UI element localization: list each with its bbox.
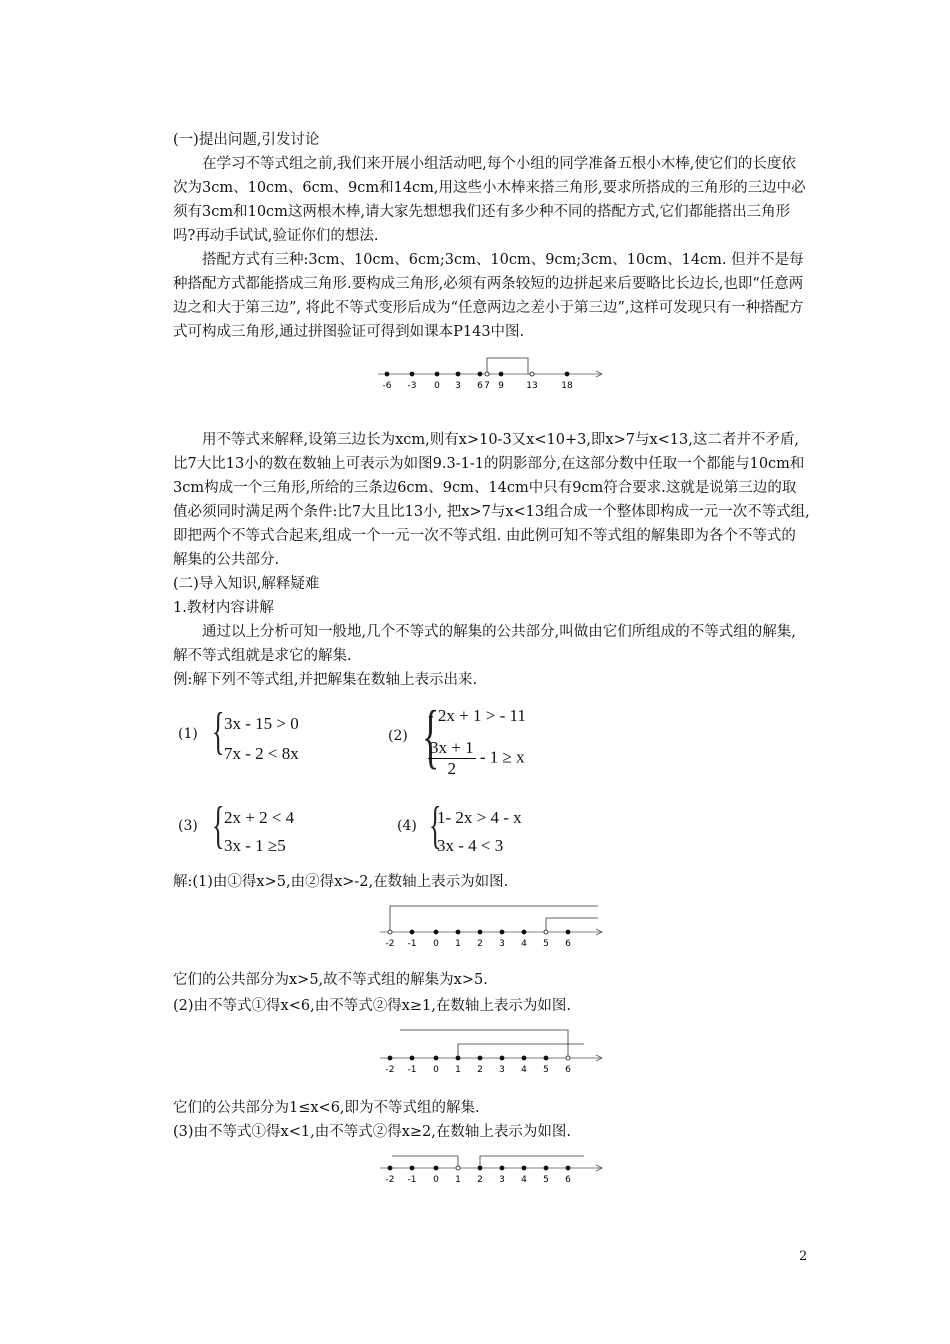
fraction-tail: - 1 ≥ x — [479, 747, 525, 767]
system-label: (3) — [178, 818, 198, 834]
system-label: (4) — [397, 818, 417, 834]
system-line-2 — [428, 738, 525, 779]
tick-point — [530, 372, 534, 376]
tick-point — [434, 930, 438, 934]
tick-point — [456, 930, 460, 934]
system-line-1: 2x + 2 < 4 — [224, 808, 295, 827]
tick-point — [478, 1056, 482, 1060]
solution-3: (3)由不等式①得x<1,由不等式②得x≥2,在数轴上表示为如图. — [173, 1124, 571, 1140]
tick-point — [544, 1056, 548, 1060]
tick-label: 5 — [543, 1175, 549, 1185]
tick-label: -1 — [407, 939, 417, 949]
tick-point — [434, 1056, 438, 1060]
system-line-1: - 2x + 1 > - 11 — [428, 706, 526, 725]
tick-label: 0 — [433, 1175, 439, 1185]
tick-point — [500, 1056, 504, 1060]
tick-point — [410, 930, 414, 934]
tick-point — [410, 372, 414, 376]
example-prompt: 例:解下列不等式组,并把解集在数轴上表示出来. — [173, 672, 478, 688]
tick-point — [388, 930, 392, 934]
tick-point — [566, 930, 570, 934]
tick-point — [544, 1166, 548, 1170]
system-label: (2) — [388, 728, 408, 744]
section1-para2: 搭配方式有三种:3cm、10cm、6cm;3cm、10cm、9cm;3cm、10cm、14cm. 但并不是每种搭配方式都能搭成三角形.要构成三角形,必须有两条较短的边拼起来后要略比长边长,也即“任意两边之和大于第三边”, 将此不等式变形后成为“任意两边之差小于第三边”,这样可发现只有一种搭配方式可构成三角形,通过拼图验证可得到如课本P143中图. — [173, 252, 804, 340]
tick-label: 2 — [477, 1065, 483, 1075]
tick-point — [566, 1056, 570, 1060]
tick-point — [500, 930, 504, 934]
section1-para3: 用不等式来解释,设第三边长为xcm,则有x>10-3又x<10+3,即x>7与x<13,这二者并不矛盾,比7大比13小的数在数轴上可表示为如图9.3-1-1的阴影部分,在这部分数中任取一个都能与10cm和3cm构成一个三角形,所给的三条边6cm、9cm、14cm中只有9cm符合要求.这就是说第三边的取值必须同时满足两个条件:比7大且比13小, 把x>7与x<13组合成一个整体即构成一元一次不等式组,即把两个不等式合起来,组成一个一元一次不等式组. 由此例可知不等式组的解集即为各个不等式的解集的公共部分. — [173, 432, 810, 568]
tick-label: -1 — [407, 1065, 417, 1075]
inequality-system-2 — [388, 696, 588, 790]
system-line-2: 3x - 1 ≥5 — [224, 836, 286, 855]
tick-label: -1 — [407, 1175, 417, 1185]
tick-label: -2 — [385, 1065, 395, 1075]
tick-label: 3 — [499, 1175, 505, 1185]
system-line-2: 7x - 2 < 8x — [224, 744, 299, 763]
brace-icon: { — [422, 696, 440, 776]
tick-label: -2 — [385, 939, 395, 949]
brace-icon: { — [429, 797, 442, 854]
tick-label: 6 — [565, 939, 571, 949]
tick-point — [434, 1166, 438, 1170]
tick-label: 6 — [477, 381, 483, 391]
tick-point — [522, 1056, 526, 1060]
brace-icon: { — [212, 703, 225, 760]
system-line-1: 1- 2x > 4 - x — [437, 808, 522, 827]
tick-label: 2 — [477, 939, 483, 949]
tick-point — [566, 1166, 570, 1170]
section2-heading: (二)导入知识,解释疑难 — [173, 576, 320, 592]
tick-point — [478, 930, 482, 934]
tick-label: 0 — [433, 939, 439, 949]
tick-label: 1 — [455, 1175, 461, 1185]
tick-point — [388, 1166, 392, 1170]
tick-label: 5 — [543, 939, 549, 949]
solution-2: (2)由不等式①得x<6,由不等式②得x≥1,在数轴上表示为如图. — [173, 998, 571, 1014]
system-line-1: 3x - 15 > 0 — [224, 714, 299, 733]
tick-point — [456, 372, 460, 376]
inequality-system-3 — [178, 797, 338, 876]
tick-point — [565, 372, 569, 376]
inequality-system-4 — [397, 797, 577, 876]
tick-point — [388, 1056, 392, 1060]
tick-point — [499, 372, 503, 376]
section1-heading: (一)提出问题,引发讨论 — [173, 132, 320, 148]
tick-label: 3 — [499, 939, 505, 949]
tick-point — [522, 930, 526, 934]
tick-label: 7 — [484, 381, 490, 391]
tick-label: 13 — [526, 381, 538, 391]
tick-label: 0 — [433, 1065, 439, 1075]
tick-point — [478, 372, 482, 376]
tick-label: 4 — [521, 939, 527, 949]
fraction-denominator: 2 — [447, 759, 457, 778]
tick-label: 3 — [455, 381, 461, 391]
tick-point — [485, 372, 489, 376]
number-line-1 — [370, 352, 610, 392]
tick-label: 1 — [455, 1065, 461, 1075]
section1-para1: 在学习不等式组之前,我们来开展小组活动吧,每个小组的同学准备五根小木棒,使它们的长度依次为3cm、10cm、6cm、9cm和14cm,用这些小木棒来搭三角形,要求所搭成的三角形的三边中必须有3cm和10cm这两根木棒,请大家先想想我们还有多少种不同的搭配方式,它们都能搭出三角形吗?再动手试试,验证你们的想法. — [173, 156, 806, 244]
tick-label: 4 — [521, 1065, 527, 1075]
tick-label: 9 — [498, 381, 504, 391]
tick-label: 6 — [565, 1065, 571, 1075]
tick-point — [410, 1056, 414, 1060]
number-line-2 — [372, 900, 608, 950]
tick-label: 18 — [561, 381, 573, 391]
solution-1: 解:(1)由①得x>5,由②得x>-2,在数轴上表示为如图. — [173, 874, 509, 890]
tick-label: 4 — [521, 1175, 527, 1185]
tick-point — [544, 930, 548, 934]
tick-point — [500, 1166, 504, 1170]
tick-label: 0 — [434, 381, 440, 391]
tick-point — [385, 372, 389, 376]
tick-label: 5 — [543, 1065, 549, 1075]
number-line-4 — [372, 1150, 608, 1190]
section2-para1: 通过以上分析可知一般地,几个不等式的解集的公共部分,叫做由它们所组成的不等式组的解集,解不等式组就是求它的解集. — [173, 624, 796, 664]
tick-point — [435, 372, 439, 376]
section2-subheading: 1.教材内容讲解 — [173, 600, 274, 616]
tick-label: 2 — [477, 1175, 483, 1185]
result-1: 它们的公共部分为x>5,故不等式组的解集为x>5. — [173, 972, 488, 988]
brace-icon: { — [212, 797, 225, 854]
tick-point — [522, 1166, 526, 1170]
tick-point — [456, 1166, 460, 1170]
result-2: 它们的公共部分为1≤x<6,即为不等式组的解集. — [173, 1100, 480, 1116]
page-number: 2 — [799, 1249, 808, 1264]
tick-point — [456, 1056, 460, 1060]
tick-label: 3 — [499, 1065, 505, 1075]
system-line-2: 3x - 4 < 3 — [437, 836, 504, 855]
tick-point — [410, 1166, 414, 1170]
tick-label: -2 — [385, 1175, 395, 1185]
tick-point — [478, 1166, 482, 1170]
tick-label: -3 — [407, 381, 417, 391]
tick-label: 6 — [565, 1175, 571, 1185]
system-label: (1) — [178, 726, 198, 742]
number-line-3 — [372, 1024, 608, 1080]
fraction-numerator: 3x + 1 — [430, 738, 474, 757]
inequality-system-1 — [178, 703, 338, 782]
tick-label: -6 — [382, 381, 392, 391]
fraction — [428, 738, 476, 779]
tick-label: 1 — [455, 939, 461, 949]
